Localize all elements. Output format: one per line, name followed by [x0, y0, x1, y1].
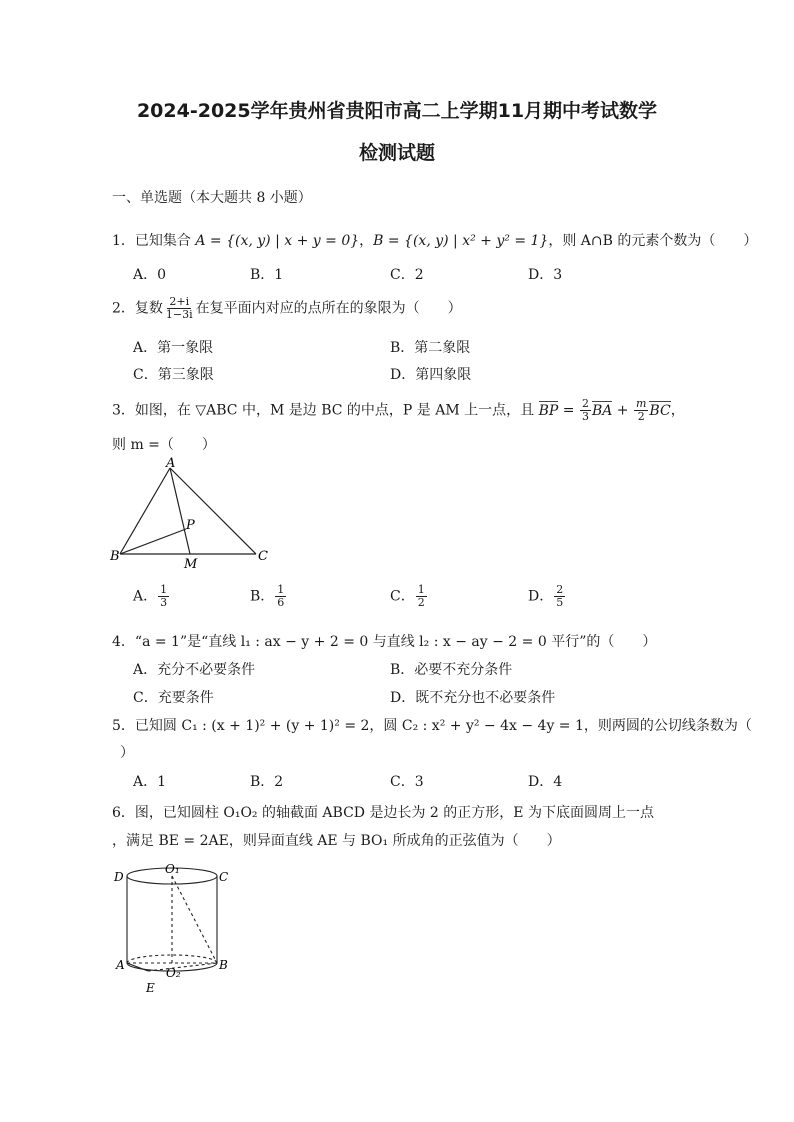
q3-option-c-den: 2 — [417, 596, 425, 609]
q3-vector-bc: BC — [649, 402, 671, 419]
q6-label-b: B — [219, 958, 228, 972]
section-heading: 一、单选题（本大题共 8 小题） — [112, 190, 312, 206]
question-6-stem-line2: ，满足 BE = 2AE，则异面直线 AE 与 BO₁ 所成角的正弦值为（ ） — [112, 833, 561, 849]
q3-option-b-letter: B． — [250, 588, 275, 605]
q3-f2-num: m — [635, 397, 647, 410]
q3-label-m: M — [184, 557, 198, 572]
q3-option-c-frac — [416, 584, 427, 609]
document-title-line2: 检测试题 — [358, 142, 435, 164]
question-4-stem: 4．“a = 1”是“直线 l₁ : ax − y + 2 = 0 与直线 l₂ : x − ay − 2 = 0 平行”的（ ） — [112, 634, 657, 650]
q3-f1-num: 2 — [581, 397, 589, 410]
q1-suffix: ，则 A∩B 的元素个数为（ ） — [548, 233, 758, 249]
q3-label-b: B — [110, 549, 120, 564]
q1-option-a: A．0 — [133, 267, 167, 283]
q3-option-d-frac — [554, 584, 565, 609]
q3-text-c: P 是 AM 上一点，且 — [402, 402, 539, 419]
q3-option-d — [528, 584, 566, 609]
q6-label-o2: O₂ — [166, 966, 181, 980]
q2-fraction — [164, 296, 195, 321]
q3-tail: ， — [670, 402, 685, 419]
question-5-stem-line2: ） — [120, 745, 134, 761]
q3-option-d-num: 2 — [556, 583, 564, 596]
q3-eq: = — [558, 402, 579, 419]
q6-label-o1: O₁ — [165, 862, 180, 876]
q3-option-a — [133, 584, 170, 609]
q3-fraction-2-3 — [580, 398, 591, 423]
q6-cylinder-figure — [108, 858, 248, 1000]
q2-suffix: 在复平面内对应的点所在的象限为（ ） — [195, 300, 462, 317]
q3-option-a-num: 1 — [160, 583, 168, 596]
question-2-stem — [112, 296, 462, 321]
q2-frac-num: 2+i — [169, 295, 190, 308]
q3-option-d-den: 5 — [556, 596, 564, 609]
q4-option-b: B．必要不充分条件 — [390, 662, 513, 678]
q3-vector-ba: BA — [591, 402, 613, 419]
q5-option-d: D．4 — [528, 774, 563, 790]
q1-option-c: C．2 — [390, 267, 424, 283]
q1-option-d: D．3 — [528, 267, 563, 283]
q3-vector-bp: BP — [538, 402, 559, 419]
q2-option-c: C．第三象限 — [133, 367, 214, 383]
q3-fraction-m-2 — [634, 398, 648, 423]
q1-set-b: B = {(x, y) | x² + y² = 1} — [373, 233, 549, 249]
q6-label-c: C — [219, 870, 229, 884]
question-6-stem-line1: 6．图，已知圆柱 O₁O₂ 的轴截面 ABCD 是边长为 2 的正方形，E 为下底面圆周上一点 — [112, 805, 654, 821]
q3-text-b: M 是边 BC 的中点， — [269, 402, 403, 419]
q3-option-c-letter: C． — [390, 588, 415, 605]
q2-prefix: 2．复数 — [112, 300, 163, 317]
question-1-stem — [112, 230, 757, 250]
q1-option-b: B．1 — [250, 267, 284, 283]
q1-set-a: A = {(x, y) | x + y = 0} — [195, 233, 360, 249]
question-3-stem-line2: 则 m =（ ） — [112, 437, 216, 453]
q2-frac-den: 1−3i — [165, 308, 193, 321]
q6-label-a: A — [116, 958, 125, 972]
q3-f2-den: 2 — [637, 410, 645, 423]
q2-option-b: B．第二象限 — [390, 340, 471, 356]
q3-label-c: C — [258, 549, 268, 564]
q1-sep: ， — [359, 233, 374, 249]
q5-option-c: C．3 — [390, 774, 424, 790]
question-5-stem-line1: 5．已知圆 C₁ : (x + 1)² + (y + 1)² = 2，圆 C₂ : x² + y² − 4x − 4y = 1，则两圆的公切线条数为（ — [112, 718, 752, 734]
q4-option-c: C．充要条件 — [133, 690, 214, 706]
q1-prefix: 1．已知集合 — [112, 233, 196, 249]
q3-option-b — [250, 584, 287, 609]
q3-option-a-frac — [158, 584, 169, 609]
q2-option-a: A．第一象限 — [133, 340, 214, 356]
q3-option-c-num: 1 — [417, 583, 425, 596]
q3-option-b-num: 1 — [277, 583, 285, 596]
q3-plus: + — [612, 402, 633, 419]
q3-triangle-figure — [108, 456, 278, 574]
q6-label-e: E — [146, 981, 155, 995]
q3-option-b-den: 6 — [277, 596, 285, 609]
q3-option-c — [390, 584, 428, 609]
q5-option-a: A．1 — [133, 774, 167, 790]
q4-option-a: A．充分不必要条件 — [133, 662, 256, 678]
document-title-line1: 2024-2025学年贵州省贵阳市高二上学期11月期中考试数学 — [136, 100, 658, 122]
q6-label-d: D — [114, 870, 124, 884]
q3-option-d-letter: D． — [528, 588, 554, 605]
q5-option-b: B．2 — [250, 774, 284, 790]
q3-label-a: A — [166, 456, 176, 471]
q4-option-d: D．既不充分也不必要条件 — [390, 690, 556, 706]
q3-option-a-den: 3 — [160, 596, 168, 609]
q3-text-a: 3．如图，在 ▽ABC 中， — [112, 402, 270, 419]
q3-option-b-frac — [275, 584, 286, 609]
q3-option-a-letter: A． — [133, 588, 158, 605]
q3-f1-den: 3 — [581, 410, 589, 423]
question-3-stem-line1 — [112, 398, 685, 423]
q2-option-d: D．第四象限 — [390, 367, 472, 383]
q3-label-p: P — [186, 518, 195, 533]
